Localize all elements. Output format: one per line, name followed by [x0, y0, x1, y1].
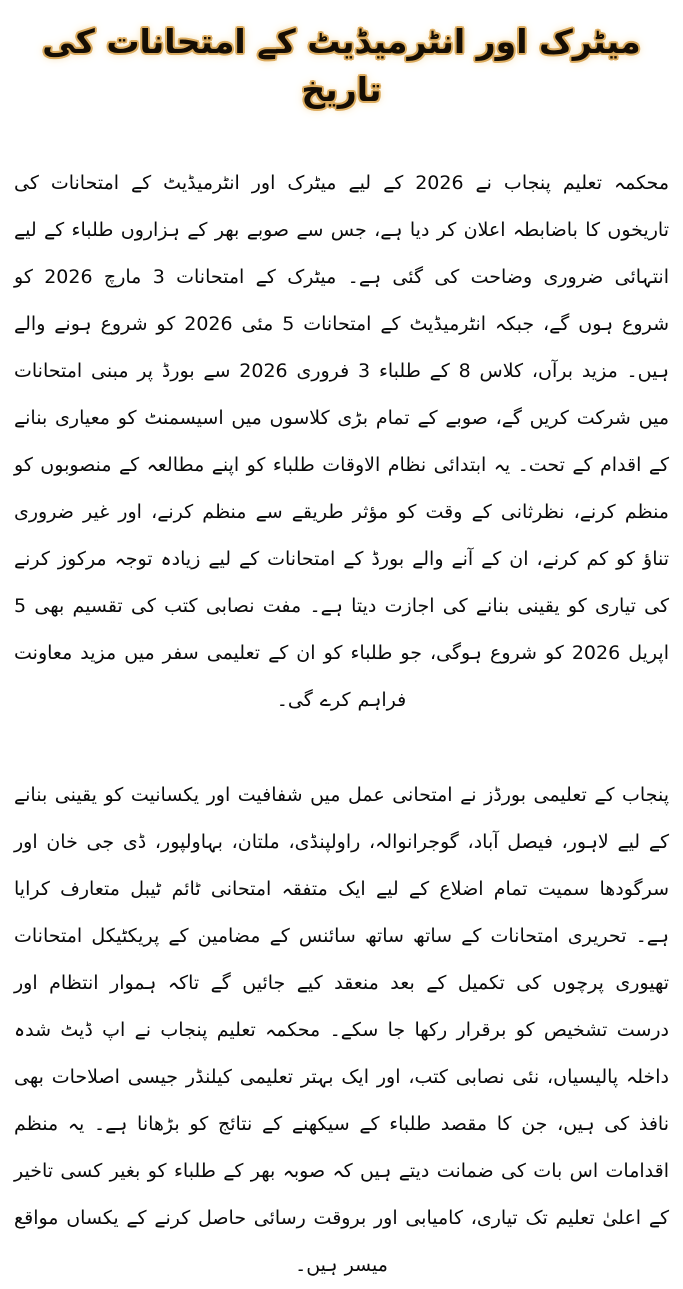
article-paragraph-boards-timetable: پنجاب کے تعلیمی بورڈز نے امتحانی عمل میں شفافیت اور یکسانیت کو یقینی بنانے کے لیے لاہور، فیصل آباد، گوجرانوالہ، راولپنڈی، ملتان، بہاولپور، ڈی جی خان اور سرگودھا سمیت تمام اضلاع کے لیے ایک متفقہ امتحانی ٹائم ٹیبل متعارف کرایا ہے۔ تحریری امتحانات کے ساتھ ساتھ سائنس کے مضامین کے پریکٹیکل امتحانات تھیوری پرچوں کی تکمیل کے بعد منعقد کیے جائیں گے تاکہ ہموار انتظام اور درست تشخیص کو برقرار رکھا جا سکے۔ محکمہ تعلیم پنجاب نے اپ ڈیٹ شدہ داخلہ پالیسیاں، نئی نصابی کتب، اور ایک بہتر تعلیمی کیلنڈر جیسی اصلاحات بھی نافذ کی ہیں، جن کا مقصد طلباء کے سیکھنے کے نتائج کو بڑھانا ہے۔ یہ منظم اقدامات اس بات کی ضمانت دیتے ہیں کہ صوبہ بھر کے طلباء کو بغیر کسی تاخیر کے اعلیٰ تعلیم تک تیاری، کامیابی اور بروقت رسائی حاصل کرنے کے یکساں مواقع میسر ہیں۔ [14, 783, 669, 1276]
article-paragraph-exam-dates: محکمہ تعلیم پنجاب نے 2026 کے لیے میٹرک اور انٹرمیڈیٹ کے امتحانات کی تاریخوں کا باضابطہ اعلان کر دیا ہے، جس سے صوبے بھر کے ہزاروں طلباء کے لیے انتہائی ضروری وضاحت کی گئی ہے۔ میٹرک کے امتحانات 3 مارچ 2026 کو شروع ہوں گے، جبکہ انٹرمیڈیٹ کے امتحانات 5 مئی 2026 کو شروع ہونے والے ہیں۔ مزید برآں، کلاس 8 کے طلباء 3 فروری 2026 سے بورڈ پر مبنی امتحانات میں شرکت کریں گے، صوبے کے تمام بڑی کلاسوں میں اسیسمنٹ کو معیاری بنانے کے اقدام کے تحت۔ یہ ابتدائی نظام الاوقات طلباء کو اپنے مطالعہ کے منصوبوں کو منظم کرنے، نظرثانی کے وقت کو مؤثر طریقے سے منظم کرنے، اور غیر ضروری تناؤ کو کم کرنے، ان کے آنے والے بورڈ کے امتحانات کے لیے زیادہ توجہ مرکوز کرنے کی تیاری کو یقینی بنانے کی اجازت دیتا ہے۔ مفت نصابی کتب کی تقسیم بھی 5 اپریل 2026 کو شروع ہوگی، جو طلباء کو ان کے تعلیمی سفر میں مزید معاونت فراہم کرے گی۔ [14, 171, 670, 711]
article-title: میٹرک اور انٹرمیڈیٹ کے امتحانات کی تاریخ [42, 22, 641, 109]
